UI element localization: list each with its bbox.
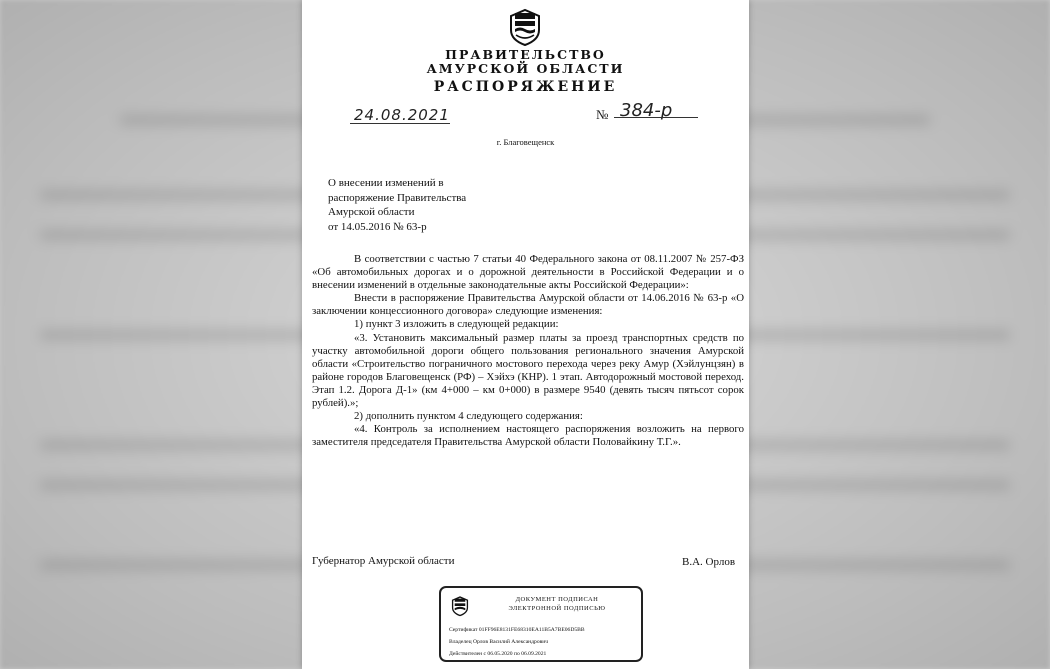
subject-block (328, 176, 466, 234)
subject-line: Амурской области (328, 206, 415, 218)
number-underline (614, 117, 698, 118)
stamp-subtitle: ЭЛЕКТРОННОЙ ПОДПИСЬЮ (508, 605, 606, 612)
header-region: АМУРСКОЙ ОБЛАСТИ (426, 61, 625, 76)
body-paragraph: 2) дополнить пунктом 4 следующего содержания: (354, 410, 583, 423)
stamp-owner: Владелец Орлов Василий Александрович (449, 639, 549, 645)
header-government: ПРАВИТЕЛЬСТВО (445, 47, 606, 62)
coat-of-arms-icon (508, 8, 542, 46)
subject-line: распоряжение Правительства (328, 191, 467, 204)
subject-line: О внесении изменений в (328, 177, 444, 189)
number-label: № (596, 107, 609, 122)
handwritten-date: 24.08.2021 (354, 106, 450, 124)
handwritten-number: 384-р (620, 100, 673, 121)
stamp-title: ДОКУМЕНТ ПОДПИСАН (515, 596, 599, 603)
document-page (302, 0, 749, 669)
stamp-validity: Действителен с 06.05.2020 по 06.09.2021 (449, 651, 547, 657)
stamp-certificate: Сертификат 01FF96E8131FE68310EA11B5A7BE06D5BB (449, 627, 585, 633)
header-doc-type: РАСПОРЯЖЕНИЕ (433, 79, 618, 95)
subject-line: от 14.05.2016 № 63-р (328, 220, 427, 233)
city: г. Благовещенск (496, 137, 555, 147)
body-paragraph: «4. Контроль за исполнением настоящего распоряжения возложить на первого заместителя председателя Правительства Амурской области Половайкину Т.Г.». (312, 423, 744, 449)
electronic-signature-stamp (439, 586, 643, 662)
body-paragraph: Внести в распоряжение Правительства Амурской области от 14.06.2016 № 63-р «О заключении концессионного договора» следующие изменения: (312, 292, 744, 318)
body-paragraph: В соответствии с частью 7 статьи 40 Федерального закона от 08.11.2007 № 257-ФЗ «Об автомобильных дорогах и о дорожной деятельности в Российской Федерации и о внесении изменений в отдельные законодательные акты Российской Федерации»: (312, 253, 744, 292)
signatory-name: В.А. Орлов (682, 556, 736, 568)
signatory-position: Губернатор Амурской области (312, 555, 455, 567)
document-body (312, 253, 744, 449)
body-paragraph: 1) пункт 3 изложить в следующей редакции: (354, 318, 559, 331)
date-underline (350, 123, 450, 124)
stamp-coat-of-arms-icon (451, 595, 469, 617)
body-paragraph: «3. Установить максимальный размер платы за проезд транспортных средств по участку автомобильной дороги общего пользования регионального значения Амурской области «Строительство пограничного мостового перехода через реку Амур (Хэйлунцзян) в районе городов Благовещенск (РФ) – Хэйхэ (КНР). 1 этап. Автодорожный мостовой переход. Этап 1.2. Дорога Д-1» (км 4+000 – км 0+000) в размере 9540 (девять тысяч пятьсот сорок рублей).»; (312, 331, 744, 410)
